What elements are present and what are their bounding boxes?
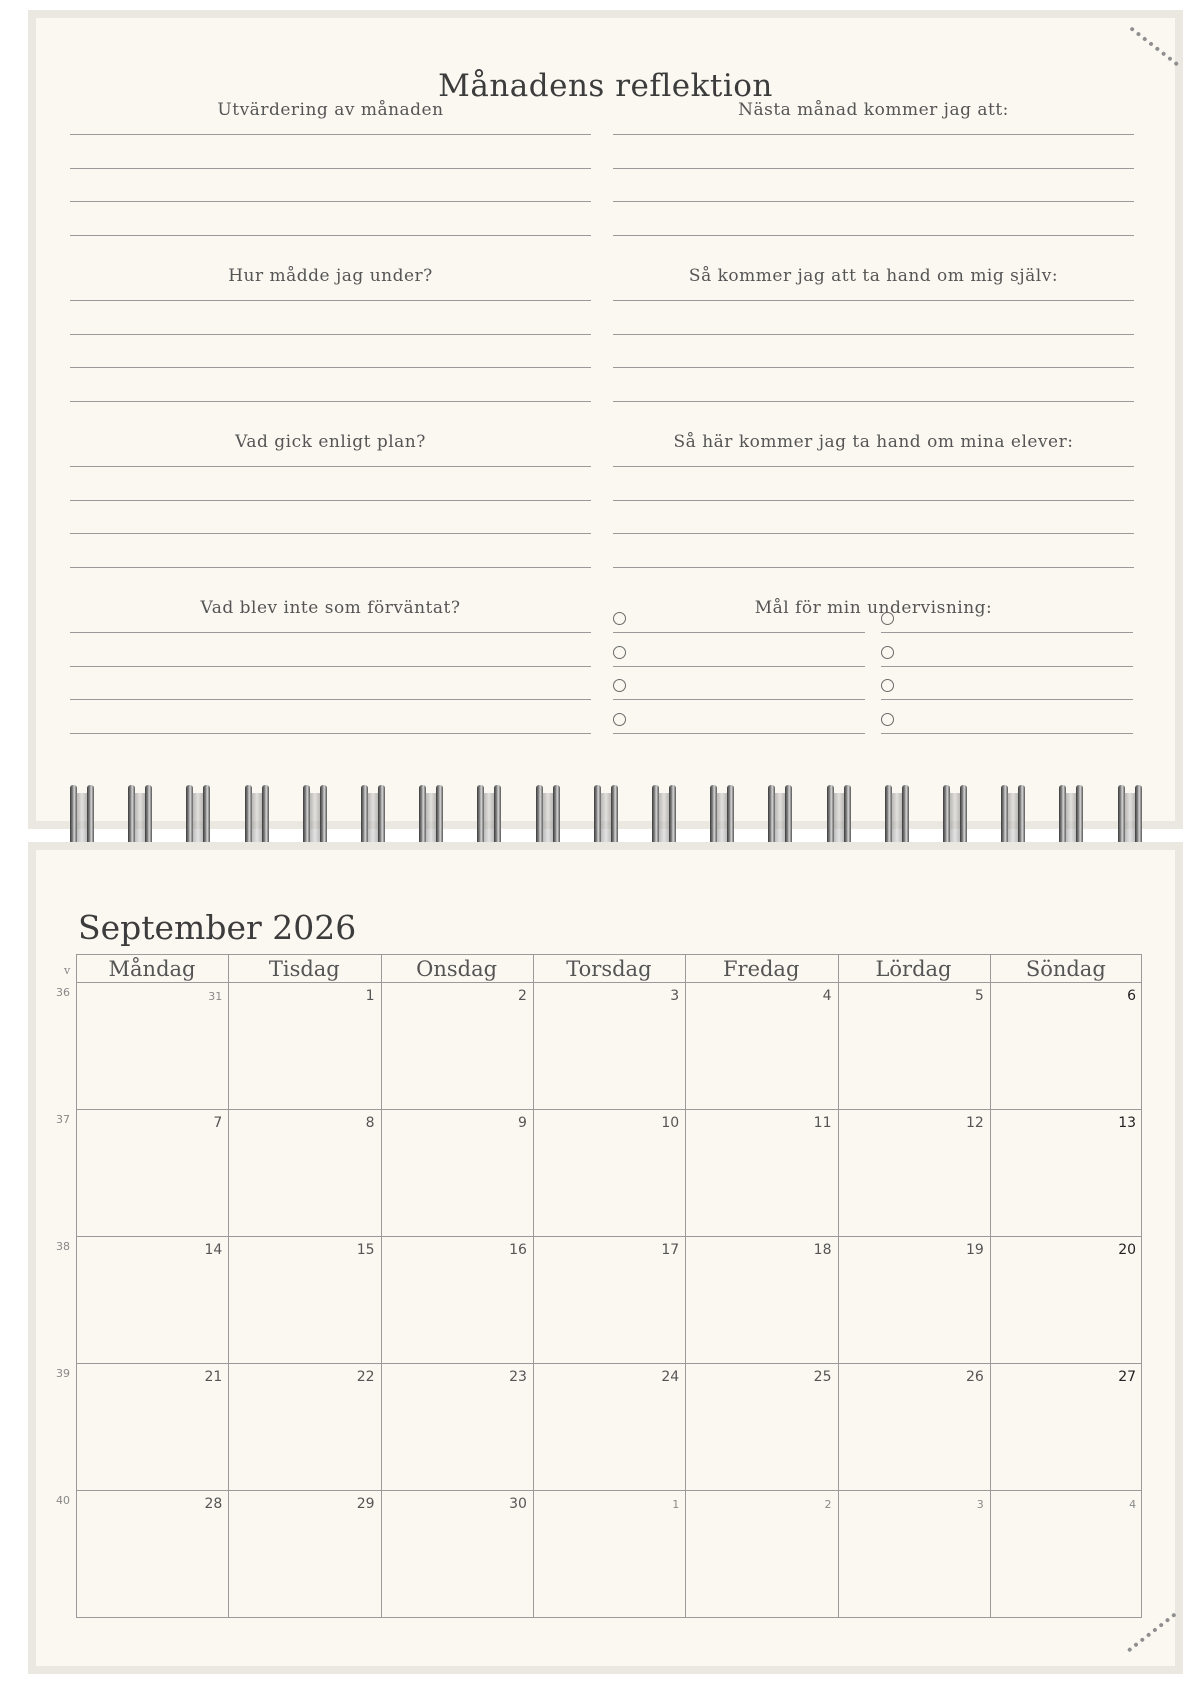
day-cell[interactable]: 22 [356,1369,375,1385]
writing-line[interactable] [613,567,1134,568]
week-number: 39 [56,1367,70,1380]
writing-line[interactable] [613,401,1134,402]
day-header: Onsdag [416,957,498,981]
writing-line[interactable] [70,500,591,501]
grid-line [228,954,229,1617]
goal-checkbox-icon[interactable] [881,679,894,692]
goal-checkbox-icon[interactable] [881,646,894,659]
writing-line[interactable] [70,733,591,734]
day-cell[interactable]: 11 [813,1115,832,1131]
day-cell[interactable]: 4 [822,988,832,1004]
day-cell[interactable]: 1 [672,1498,680,1511]
day-header: Måndag [108,957,196,981]
day-cell[interactable]: 8 [365,1115,375,1131]
writing-line[interactable] [70,134,591,135]
day-cell[interactable]: 2 [517,988,527,1004]
day-cell[interactable]: 10 [661,1115,680,1131]
writing-line[interactable] [613,367,1134,368]
week-column-label: v [64,964,71,977]
grid-line [76,1109,1142,1110]
grid-line [990,954,991,1617]
writing-line[interactable] [70,334,591,335]
writing-line[interactable] [70,201,591,202]
goal-checkbox-icon[interactable] [881,713,894,726]
goal-line[interactable] [881,632,1133,633]
writing-line[interactable] [70,300,591,301]
question-left-1: Utvärdering av månaden [217,100,444,120]
writing-line[interactable] [70,367,591,368]
day-header: Söndag [1025,957,1106,981]
goal-line[interactable] [881,733,1133,734]
goal-checkbox-icon[interactable] [613,679,626,692]
day-cell[interactable]: 25 [813,1369,832,1385]
day-cell[interactable]: 19 [965,1242,984,1258]
calendar-page [36,850,1175,1666]
writing-line[interactable] [70,699,591,700]
grid-line [381,954,382,1617]
day-header: Tisdag [268,957,340,981]
day-cell[interactable]: 31 [208,990,223,1003]
day-cell[interactable]: 9 [517,1115,527,1131]
writing-line[interactable] [70,235,591,236]
question-right-2: Så kommer jag att ta hand om mig själv: [688,266,1059,286]
goal-line[interactable] [613,632,865,633]
writing-line[interactable] [613,168,1134,169]
month-calendar-grid [56,954,1142,1617]
writing-line[interactable] [70,666,591,667]
corner-decoration [1127,1612,1179,1655]
goal-checkbox-icon[interactable] [881,612,894,625]
reflection-page [36,18,1175,821]
day-cell[interactable]: 3 [976,1498,984,1511]
writing-line[interactable] [70,466,591,467]
grid-line [76,1236,1142,1237]
day-cell[interactable]: 3 [670,988,680,1004]
question-left-3: Vad gick enligt plan? [235,432,426,452]
goal-line[interactable] [613,699,865,700]
week-number: 38 [56,1240,70,1253]
day-cell[interactable]: 14 [204,1242,223,1258]
writing-line[interactable] [613,500,1134,501]
writing-line[interactable] [613,533,1134,534]
day-cell[interactable]: 15 [356,1242,375,1258]
question-left-2: Hur mådde jag under? [228,266,433,286]
question-right-3: Så här kommer jag ta hand om mina elever: [673,432,1074,452]
day-cell[interactable]: 18 [813,1242,832,1258]
grid-line [76,954,77,1617]
question-right-1: Nästa månad kommer jag att: [738,100,1009,120]
day-cell[interactable]: 27 [1118,1369,1137,1385]
writing-line[interactable] [70,567,591,568]
day-cell[interactable]: 20 [1118,1242,1137,1258]
week-number: 37 [56,1113,70,1126]
day-cell[interactable]: 30 [509,1496,527,1512]
grid-line [685,954,686,1617]
grid-line [533,954,534,1617]
goal-line[interactable] [881,699,1133,700]
goal-line[interactable] [881,666,1133,667]
day-cell[interactable]: 7 [213,1115,223,1131]
writing-line[interactable] [613,134,1134,135]
day-cell[interactable]: 24 [661,1369,680,1385]
writing-line[interactable] [70,632,591,633]
goal-checkbox-icon[interactable] [613,612,626,625]
day-cell[interactable]: 2 [824,1498,832,1511]
week-number: 36 [56,986,70,999]
writing-line[interactable] [613,466,1134,467]
day-cell[interactable]: 29 [356,1496,375,1512]
day-header: Fredag [722,957,800,981]
day-header: Torsdag [566,957,652,981]
day-cell[interactable]: 17 [661,1242,680,1258]
day-cell[interactable]: 21 [204,1369,223,1385]
grid-line [76,1363,1142,1364]
grid-line [76,1490,1142,1491]
day-cell[interactable]: 6 [1127,988,1137,1004]
day-cell[interactable]: 12 [965,1115,984,1131]
writing-line[interactable] [70,533,591,534]
goal-checkbox-icon[interactable] [613,646,626,659]
writing-line[interactable] [613,201,1134,202]
goal-line[interactable] [613,666,865,667]
day-header: Lördag [875,957,952,981]
day-cell[interactable]: 26 [965,1369,984,1385]
question-right-4: Mål för min undervisning: [754,598,993,618]
writing-line[interactable] [613,300,1134,301]
grid-line [838,954,839,1617]
writing-line[interactable] [70,168,591,169]
day-cell[interactable]: 13 [1118,1115,1137,1131]
reflection-title: Månadens reflektion [438,68,773,104]
grid-line [76,1617,1142,1618]
question-left-4: Vad blev inte som förväntat? [200,598,461,618]
grid-line [76,982,1142,983]
goal-line[interactable] [613,733,865,734]
day-cell[interactable]: 4 [1129,1498,1137,1511]
writing-line[interactable] [70,401,591,402]
week-number: 40 [56,1494,70,1507]
grid-line [1141,954,1142,1617]
day-cell[interactable]: 5 [974,988,984,1004]
writing-line[interactable] [613,235,1134,236]
day-cell[interactable]: 28 [204,1496,223,1512]
writing-line[interactable] [613,334,1134,335]
month-title: September 2026 [78,908,357,947]
day-cell[interactable]: 16 [509,1242,527,1258]
goal-checkbox-icon[interactable] [613,713,626,726]
day-cell[interactable]: 23 [509,1369,527,1385]
day-cell[interactable]: 1 [365,988,375,1004]
corner-decoration [1127,26,1179,69]
